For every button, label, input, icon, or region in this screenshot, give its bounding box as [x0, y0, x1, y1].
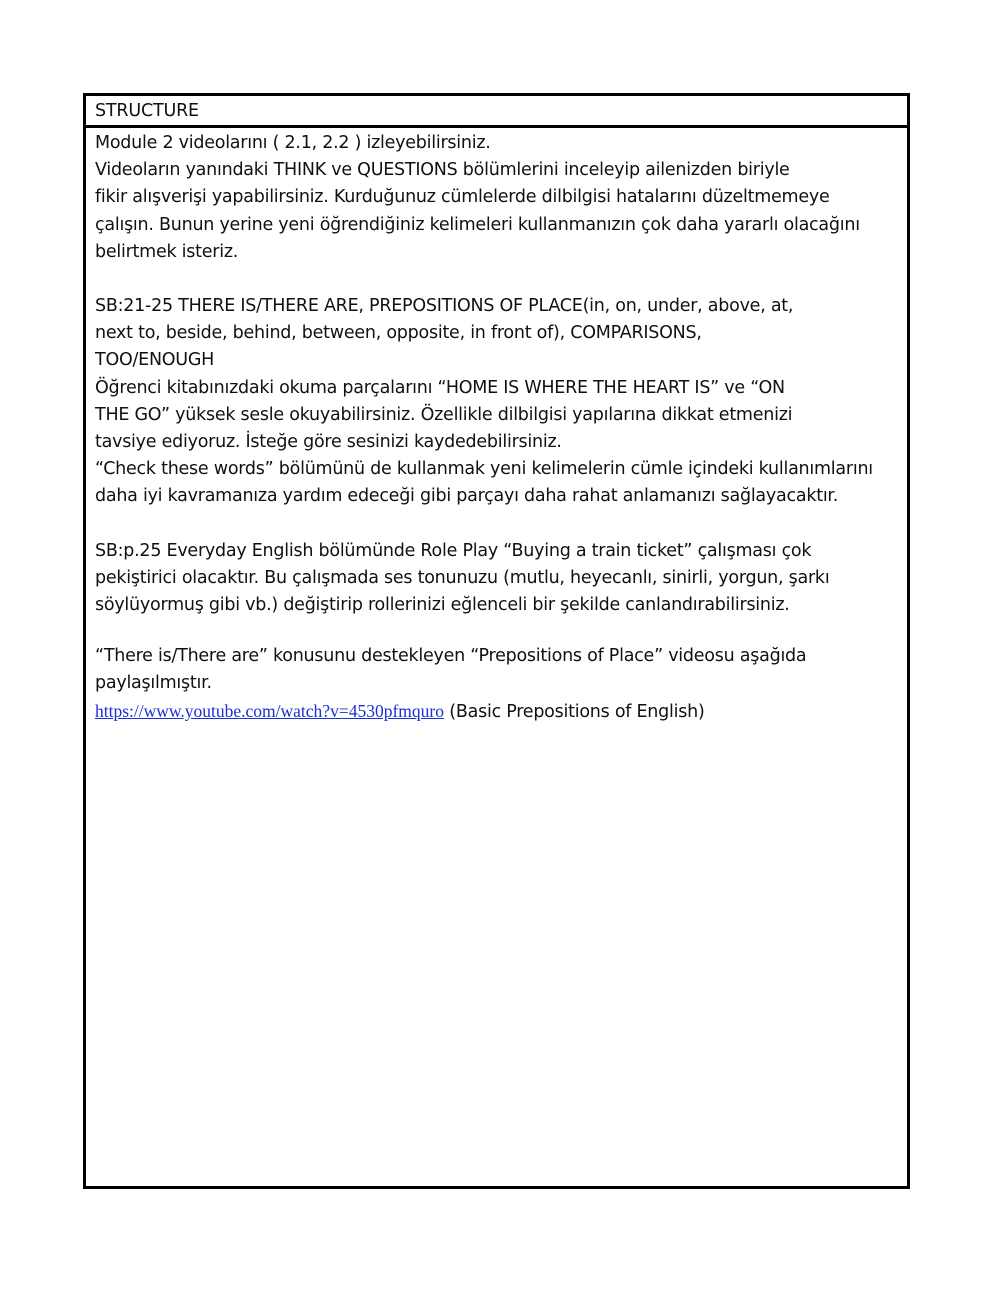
- structure-table: [83, 93, 910, 1189]
- text-line: SB:p.25 Everyday English bölümünde Role Play “Buying a train ticket” çalışması çok: [95, 540, 812, 561]
- text-line: söylüyormuş gibi vb.) değiştirip rollerinizi eğlenceli bir şekilde canlandırabilirsiniz.: [95, 595, 790, 616]
- paragraph-spacer: [95, 511, 898, 538]
- text-line: TOO/ENOUGH: [95, 350, 215, 371]
- paragraph-spacer: [95, 619, 898, 643]
- text-line: next to, beside, behind, between, opposite, in front of), COMPARISONS,: [95, 323, 702, 344]
- text-line: SB:21-25 THERE IS/THERE ARE, PREPOSITIONS OF PLACE(in, on, under, above, at,: [95, 296, 794, 317]
- text-line: fikir alışverişi yapabilirsiniz. Kurduğunuz cümlelerde dilbilgisi hatalarını düzeltmemeye: [95, 187, 830, 208]
- youtube-video-link[interactable]: https://www.youtube.com/watch?v=4530pfmquro: [95, 700, 444, 721]
- text-line: “There is/There are” konusunu destekleyen “Prepositions of Place” videosu aşağıda: [95, 646, 807, 667]
- video-title-text: (Basic Prepositions of English): [443, 701, 705, 722]
- text-line: Module 2 videolarını ( 2.1, 2.2 ) izleyebilirsiniz.: [95, 133, 491, 153]
- table-header: STRUCTURE: [86, 96, 907, 128]
- table-content: [86, 128, 907, 726]
- text-line: “Check these words” bölümünü de kullanmak yeni kelimelerin cümle içindeki kullanımlarını: [95, 459, 873, 480]
- paragraph-grammar: [95, 293, 898, 511]
- paragraph-role-play: [95, 538, 898, 620]
- text-line: pekiştirici olacaktır. Bu çalışmada ses tonunuzu (mutlu, heyecanlı, sinirli, yorgun, şarkı: [95, 567, 830, 588]
- paragraph-spacer: [95, 266, 898, 293]
- video-link-line: [95, 698, 898, 726]
- paragraph-videos: [95, 130, 898, 266]
- text-line: belirtmek isteriz.: [95, 241, 239, 262]
- text-line: çalışın. Bunun yerine yeni öğrendiğiniz kelimeleri kullanmanızın çok daha yararlı olacağını: [95, 214, 860, 235]
- text-line: THE GO” yüksek sesle okuyabilirsiniz. Özellikle dilbilgisi yapılarına dikkat etmenizi: [95, 404, 793, 425]
- paragraph-video-share: [95, 643, 898, 726]
- text-line: Videoların yanındaki THINK ve QUESTIONS bölümlerini inceleyip ailenizden biriyle: [95, 160, 790, 181]
- text-line: paylaşılmıştır.: [95, 673, 212, 694]
- text-line: Öğrenci kitabınızdaki okuma parçalarını “HOME IS WHERE THE HEART IS” ve “ON: [95, 377, 785, 398]
- text-line: tavsiye ediyoruz. İsteğe göre sesinizi kaydedebilirsiniz.: [95, 432, 562, 453]
- text-line: daha iyi kavramanıza yardım edeceği gibi parçayı daha rahat anlamanızı sağlayacaktır.: [95, 486, 839, 507]
